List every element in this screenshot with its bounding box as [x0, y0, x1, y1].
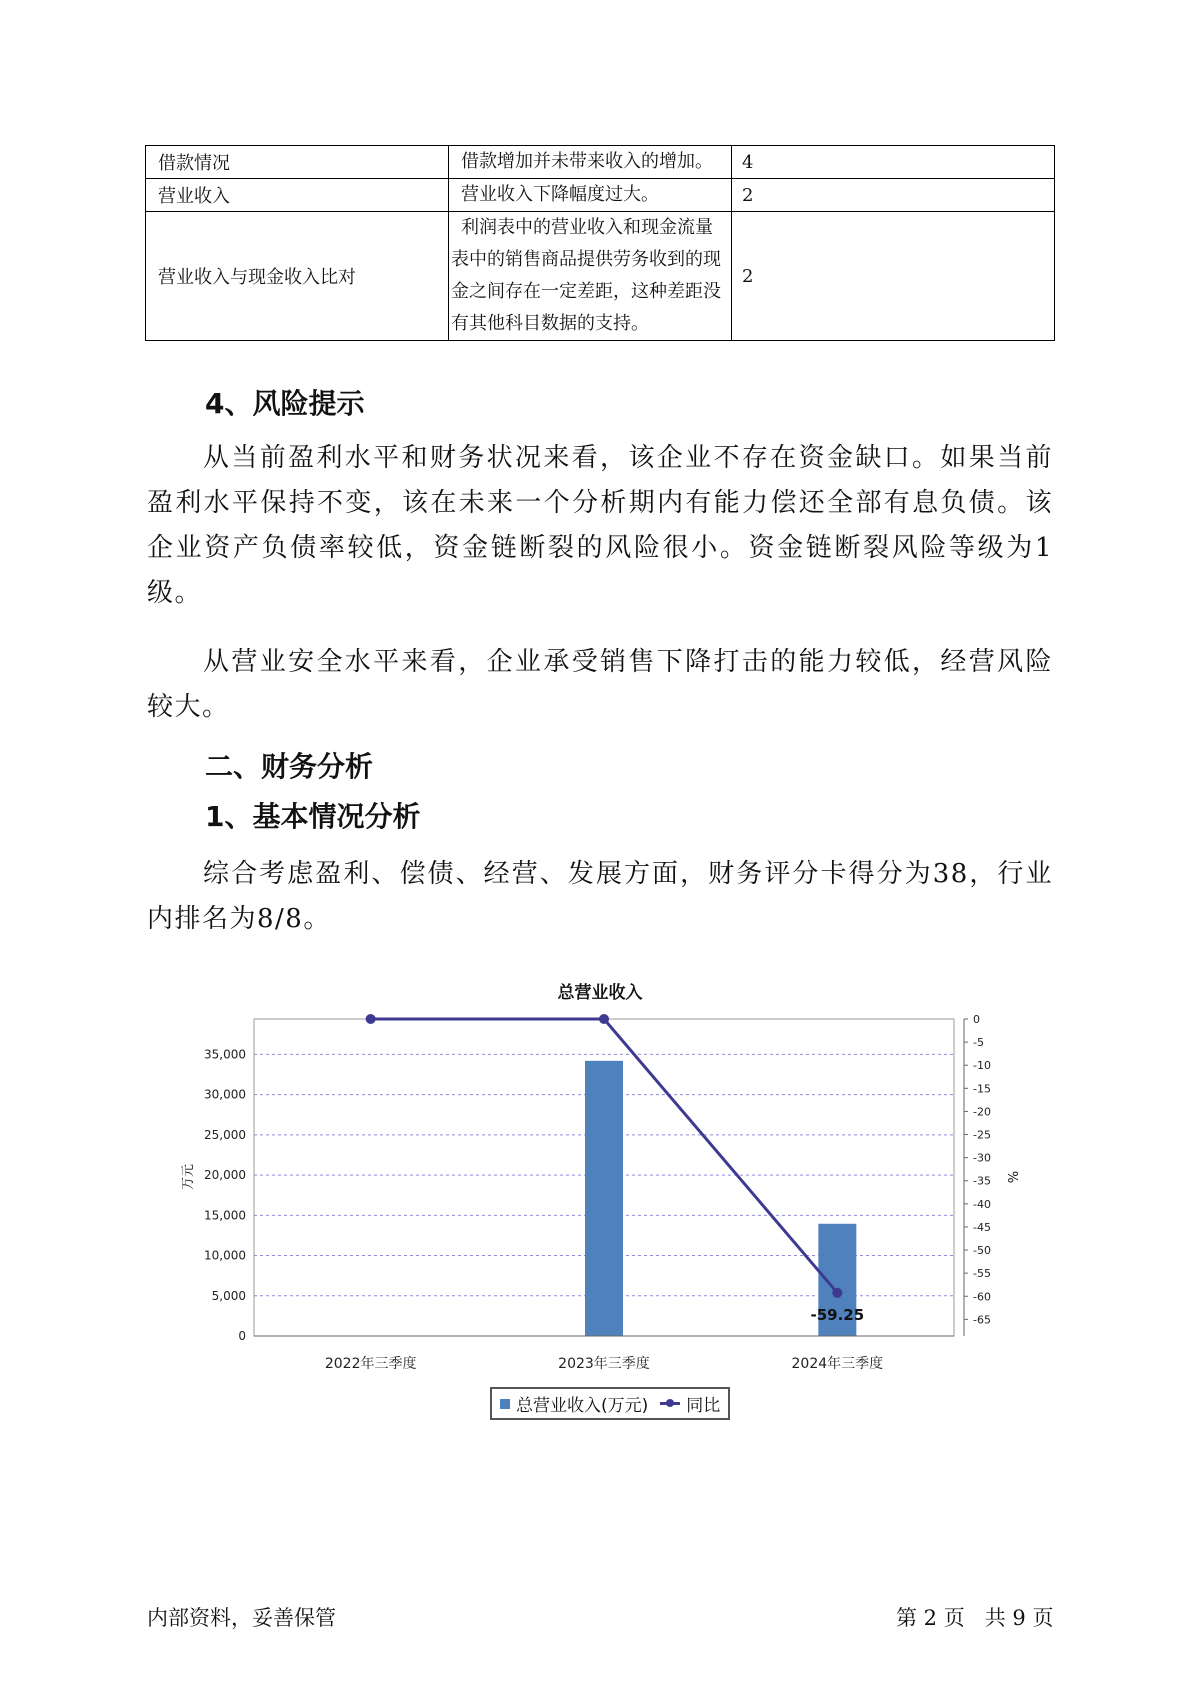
y-right-tick-label: -10 — [973, 1059, 991, 1073]
paragraph-finance: 综合考虑盈利、偿债、经营、发展方面，财务评分卡得分为38，行业内排名为8/8。 — [147, 859, 1053, 934]
revenue-bar — [585, 1061, 623, 1336]
table-cell-score: 4 — [732, 146, 1055, 179]
footer-page-number: 第 2 页 共 9 页 — [896, 1606, 1054, 1630]
y-right-tick-label: -5 — [973, 1036, 984, 1050]
y-right-tick-label: 0 — [973, 1013, 980, 1026]
table-cell-desc: 利润表中的营业收入和现金流量表中的销售商品提供劳务收到的现金之间存在一定差距，这种差距没有其他科目数据的支持。 — [449, 212, 732, 341]
table-cell-item: 营业收入与现金收入比对 — [146, 212, 449, 341]
paragraph-risk-2: 从营业安全水平来看，企业承受销售下降打击的能力较低，经营风险较大。 — [147, 647, 1053, 722]
y-right-tick-label: -35 — [973, 1174, 991, 1188]
y-right-tick-label: -60 — [973, 1290, 991, 1304]
y-tick-label: 35,000 — [204, 1047, 246, 1062]
y-axis-right — [964, 1013, 991, 1336]
y-axis-left — [204, 1047, 246, 1343]
line-legend-marker — [660, 1402, 680, 1405]
y-tick-label: 10,000 — [204, 1248, 246, 1263]
x-axis — [254, 1336, 954, 1372]
risk-table — [145, 145, 1055, 341]
y-right-tick-label: -65 — [973, 1313, 991, 1327]
y-tick-label: 20,000 — [204, 1168, 246, 1183]
y-tick-label: 5,000 — [211, 1288, 246, 1303]
y-tick-label: 0 — [238, 1329, 246, 1343]
table-cell-item: 营业收入 — [146, 179, 449, 212]
y-right-tick-label: -15 — [973, 1082, 991, 1096]
revenue-chart — [170, 965, 1030, 1390]
paragraph-risk-1: 从当前盈利水平和财务状况来看，该企业不存在资金缺口。如果当前盈利水平保持不变，该在未来一个分析期内有能力偿还全部有息负债。该企业资产负债率较低，资金链断裂的风险很小。资金链断裂风险等级为1级。 — [147, 443, 1053, 608]
y-tick-label: 30,000 — [204, 1087, 246, 1102]
section-heading-risk: 4、风险提示 — [205, 387, 365, 420]
y-axis-right-label: % — [1004, 1170, 1019, 1184]
yoy-point — [366, 1014, 376, 1024]
y-right-tick-label: -30 — [973, 1151, 991, 1165]
y-right-tick-label: -50 — [973, 1244, 991, 1258]
y-right-tick-label: -40 — [973, 1197, 991, 1211]
table-cell-desc: 借款增加并未带来收入的增加。 — [449, 146, 732, 179]
table-cell-score: 2 — [732, 212, 1055, 341]
y-tick-label: 15,000 — [204, 1208, 246, 1223]
bar-legend-swatch — [500, 1399, 510, 1409]
table-row — [146, 212, 1055, 341]
yoy-point — [599, 1014, 609, 1024]
table-cell-item: 借款情况 — [146, 146, 449, 179]
table-row — [146, 146, 1055, 179]
x-tick-label: 2024年三季度 — [791, 1356, 884, 1372]
x-tick-label: 2022年三季度 — [324, 1356, 417, 1372]
subsection-heading-basic: 1、基本情况分析 — [205, 800, 421, 833]
table-row — [146, 179, 1055, 212]
chart-legend — [490, 1387, 730, 1420]
table-cell-score: 2 — [732, 179, 1055, 212]
footer-confidential: 内部资料，妥善保管 — [147, 1606, 336, 1630]
data-label: -59.25 — [810, 1305, 865, 1324]
legend-item-yoy: 同比 — [686, 1396, 721, 1416]
y-right-tick-label: -55 — [973, 1267, 991, 1281]
y-tick-label: 25,000 — [204, 1127, 246, 1142]
table-cell-desc: 营业收入下降幅度过大。 — [449, 179, 732, 212]
chart-title: 总营业收入 — [557, 983, 643, 1003]
y-right-tick-label: -20 — [973, 1105, 991, 1119]
y-axis-label: 万元 — [181, 1163, 196, 1191]
y-right-tick-label: -25 — [973, 1128, 991, 1142]
legend-item-revenue: 总营业收入(万元) — [516, 1396, 649, 1416]
x-tick-label: 2023年三季度 — [558, 1356, 650, 1372]
yoy-point — [832, 1288, 842, 1298]
y-right-tick-label: -45 — [973, 1220, 991, 1234]
section-heading-finance: 二、财务分析 — [205, 750, 374, 783]
